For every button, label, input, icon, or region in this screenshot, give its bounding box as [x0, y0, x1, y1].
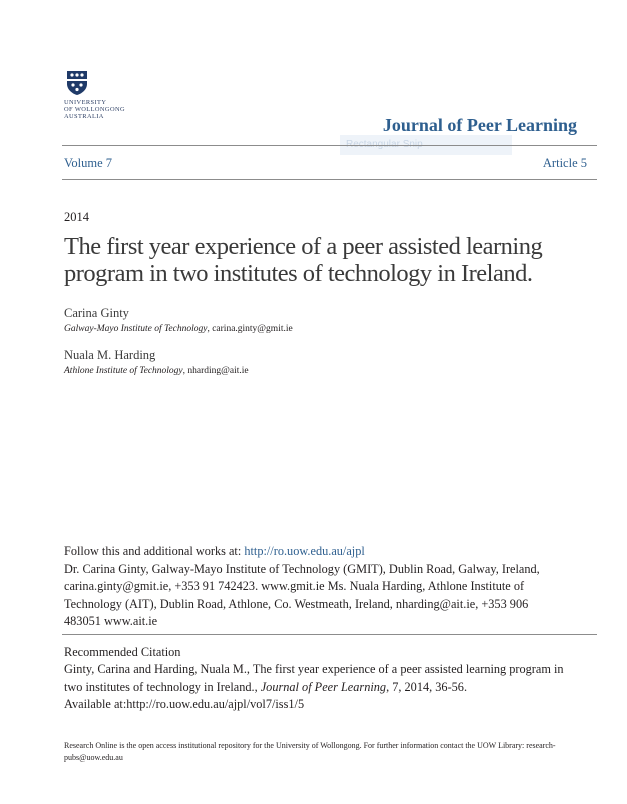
author-name: Nuala M. Harding — [64, 348, 156, 362]
citation-volume-pages: , 7, 2014, 36-56. — [386, 679, 468, 694]
author-email: , carina.ginty@gmit.ie — [207, 324, 293, 334]
author-contact-details: Dr. Carina Ginty, Galway-Mayo Institute of Technology (GMIT), Dublin Road, Galway, Ireland, carina.ginty@gmit.ie, +353 91 742423. www.gmit.ie Ms. Nuala Harding, Athlone Institute of Technology (AIT), Dublin Road, Athlone, Co. Westmeath, Ireland, nharding@ait.ie, +353 906 483051 www.ait.ie — [64, 561, 540, 628]
author-affiliation — [64, 324, 293, 334]
author-institution: Galway-Mayo Institute of Technology — [64, 324, 208, 334]
volume-link[interactable]: Volume 7 — [64, 156, 113, 170]
journal-title[interactable]: Journal of Peer Learning — [382, 115, 577, 135]
author-name: Carina Ginty — [64, 306, 129, 320]
publication-year: 2014 — [64, 210, 89, 224]
citation-rule — [62, 634, 597, 635]
header-top-rule — [62, 145, 597, 146]
repository-link[interactable]: http://ro.uow.edu.au/ajpl — [244, 544, 365, 558]
author-institution: Athlone Institute of Technology — [64, 366, 183, 376]
citation-journal: Journal of Peer Learning — [260, 679, 387, 694]
author-email: , nharding@ait.ie — [182, 366, 249, 376]
header-bottom-rule — [62, 179, 597, 180]
follow-section — [64, 543, 564, 631]
paper-title: The first year experience of a peer assisted learning program in two institutes of technology in Ireland. — [64, 233, 543, 287]
repository-footer: Research Online is the open access institutional repository for the University of Wollongong. For further information contact the UOW Library: research-pubs@uow.edu.au — [64, 741, 556, 762]
citation-authors-title: Ginty, Carina and Harding, Nuala M., The first year experience of a peer assisted learning program in two institutes of technology in Ireland., — [64, 662, 564, 694]
article-link[interactable]: Article 5 — [542, 156, 587, 170]
follow-prefix: Follow this and additional works at: — [64, 544, 245, 558]
uow-crest-icon — [66, 70, 88, 96]
author-affiliation — [64, 366, 249, 376]
citation-available-url[interactable]: Available at:http://ro.uow.edu.au/ajpl/vol7/iss1/5 — [64, 697, 305, 711]
citation-text — [64, 661, 574, 714]
university-name: UNIVERSITY OF WOLLONGONG AUSTRALIA — [64, 99, 125, 120]
university-logo — [64, 70, 144, 120]
citation-heading: Recommended Citation — [64, 645, 181, 659]
